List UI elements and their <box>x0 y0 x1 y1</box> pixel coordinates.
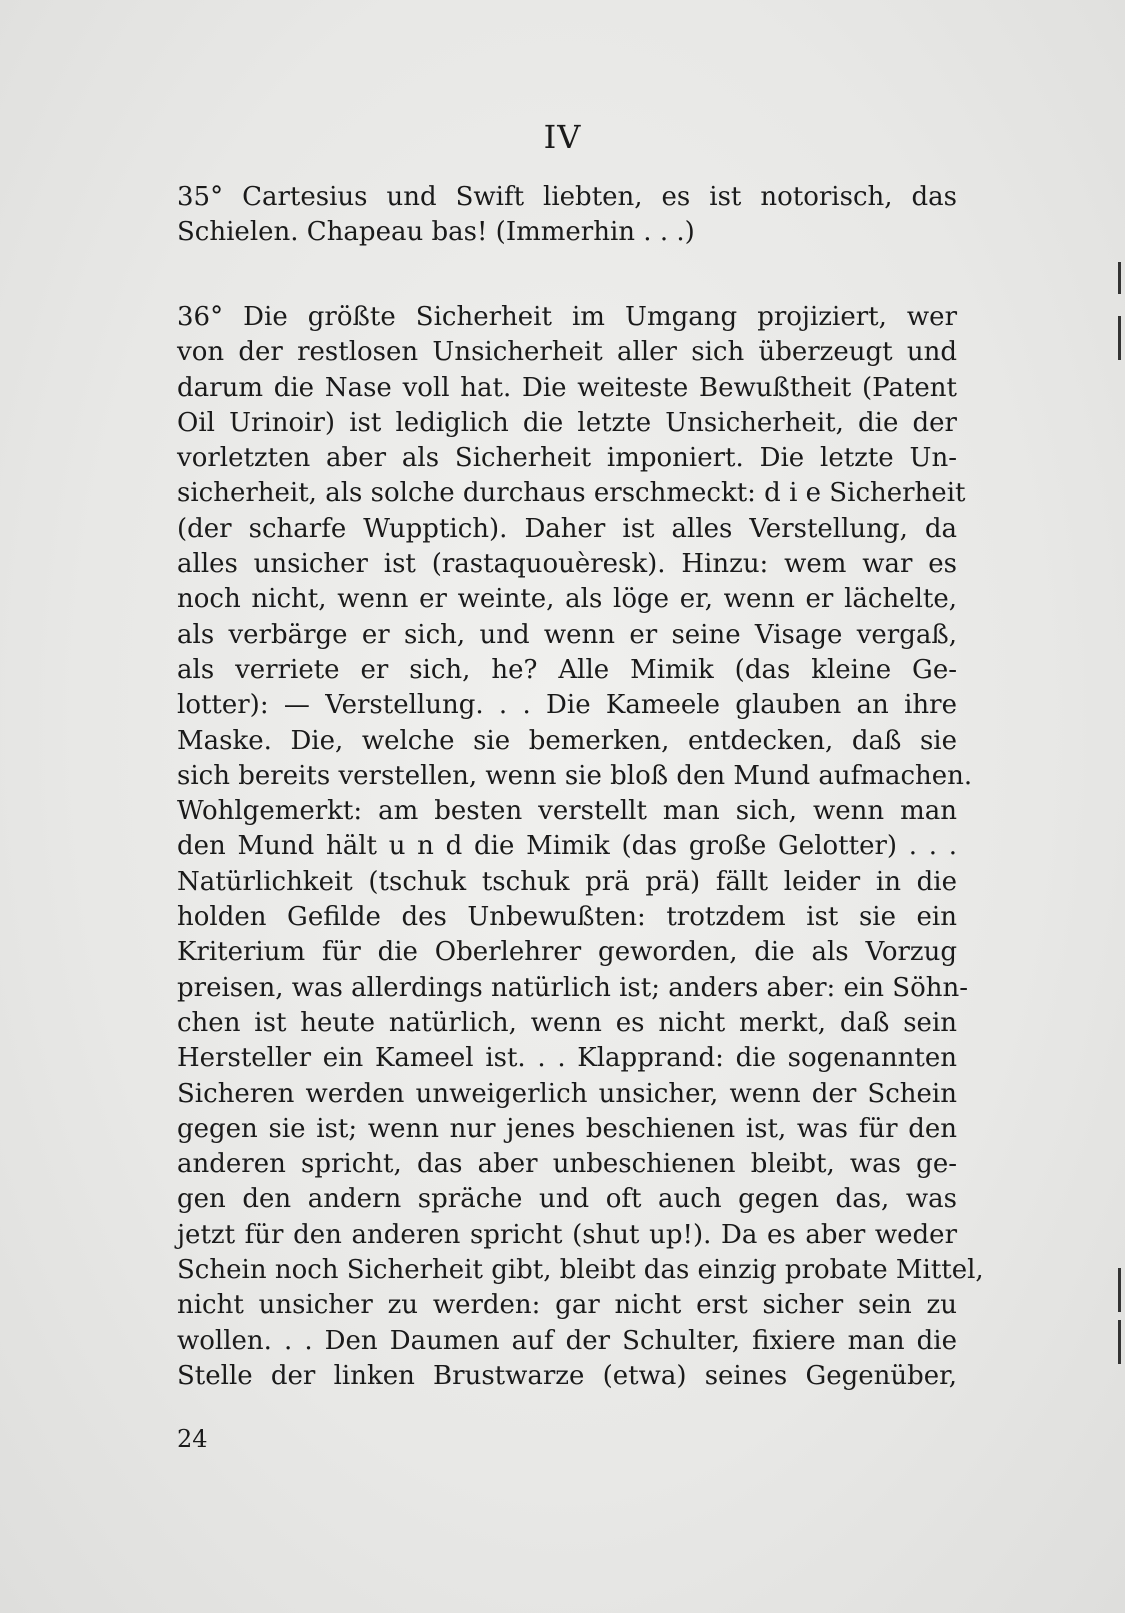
text-line: chen ist heute natürlich, wenn es nicht merkt, daß sein <box>177 1007 957 1038</box>
text-line: vorletzten aber als Sicherheit imponiert. Die letzte Un- <box>177 443 957 474</box>
page-number: 24 <box>177 1425 208 1453</box>
text-line: sicherheit, als solche durchaus erschmeckt: d i e Sicherheit <box>177 478 966 509</box>
text-line: noch nicht, wenn er weinte, als löge er, wenn er lächelte, <box>177 584 957 615</box>
text-line: den Mund hält u n d die Mimik (das große Gelotter) . . . <box>177 831 957 862</box>
text-line: gen den andern spräche und oft auch gegen das, was <box>177 1184 957 1215</box>
text-line: Hersteller ein Kameel ist. . . Klapprand: die sogenannten <box>177 1043 957 1074</box>
text-line: Sicheren werden unweigerlich unsicher, wenn der Schein <box>177 1078 957 1109</box>
text-line: als verbärge er sich, und wenn er seine Visage vergaß, <box>177 619 957 650</box>
text-line: als verriete er sich, he? Alle Mimik (das kleine Ge- <box>177 654 957 685</box>
text-line: 36° Die größte Sicherheit im Umgang projiziert, wer <box>177 302 957 332</box>
text-line: Natürlichkeit (tschuk tschuk prä prä) fällt leider in die <box>177 866 957 897</box>
text-line: Maske. Die, welche sie bemerken, entdecken, daß sie <box>177 725 957 756</box>
text-line: Wohlgemerkt: am besten verstellt man sich, wenn man <box>177 796 957 827</box>
text-line: Oil Urinoir) ist lediglich die letzte Unsicherheit, die der <box>177 407 957 438</box>
text-line: von der restlosen Unsicherheit aller sich überzeugt und <box>177 337 957 368</box>
text-line: gegen sie ist; wenn nur jenes beschienen ist, was für den <box>177 1113 957 1144</box>
page-edge-mark <box>1118 1268 1121 1312</box>
text-line: Stelle der linken Brustwarze (etwa) seines Gegenüber, <box>177 1360 957 1391</box>
paragraph-36 <box>177 300 984 1394</box>
text-line: darum die Nase voll hat. Die weiteste Bewußtheit (Patent <box>177 372 957 403</box>
text-line: preisen, was allerdings natürlich ist; anders aber: ein Söhn- <box>177 972 968 1003</box>
chapter-heading: IV <box>543 118 582 156</box>
text-line: Schein noch Sicherheit gibt, bleibt das einzig probate Mittel, <box>177 1255 984 1286</box>
text-line: Kriterium für die Oberlehrer geworden, die als Vorzug <box>177 937 957 968</box>
text-line: nicht unsicher zu werden: gar nicht erst sicher sein zu <box>177 1290 957 1321</box>
text-line: holden Gefilde des Unbewußten: trotzdem ist sie ein <box>177 902 957 933</box>
text-line: lotter): — Verstellung. . . Die Kameele glauben an ihre <box>177 690 957 721</box>
text-line: sich bereits verstellen, wenn sie bloß den Mund aufmachen. <box>177 760 973 791</box>
text-line: anderen spricht, das aber unbeschienen bleibt, was ge- <box>177 1149 957 1180</box>
page-edge-mark <box>1118 1320 1121 1364</box>
text-line: jetzt für den anderen spricht (shut up!). Da es aber weder <box>177 1219 957 1250</box>
page-edge-mark <box>1118 262 1121 294</box>
text-line: wollen. . . Den Daumen auf der Schulter, fixiere man die <box>177 1325 957 1356</box>
paragraph-35 <box>177 180 957 251</box>
text-line: alles unsicher ist (rastaquouèresk). Hinzu: wem war es <box>177 549 957 580</box>
text-line: (der scharfe Wupptich). Daher ist alles Verstellung, da <box>177 513 957 544</box>
page-edge-mark <box>1118 316 1121 360</box>
text-line: 35° Cartesius und Swift liebten, es ist notorisch, das <box>177 182 957 212</box>
text-line: Schielen. Chapeau bas! (Immerhin . . .) <box>177 217 695 248</box>
